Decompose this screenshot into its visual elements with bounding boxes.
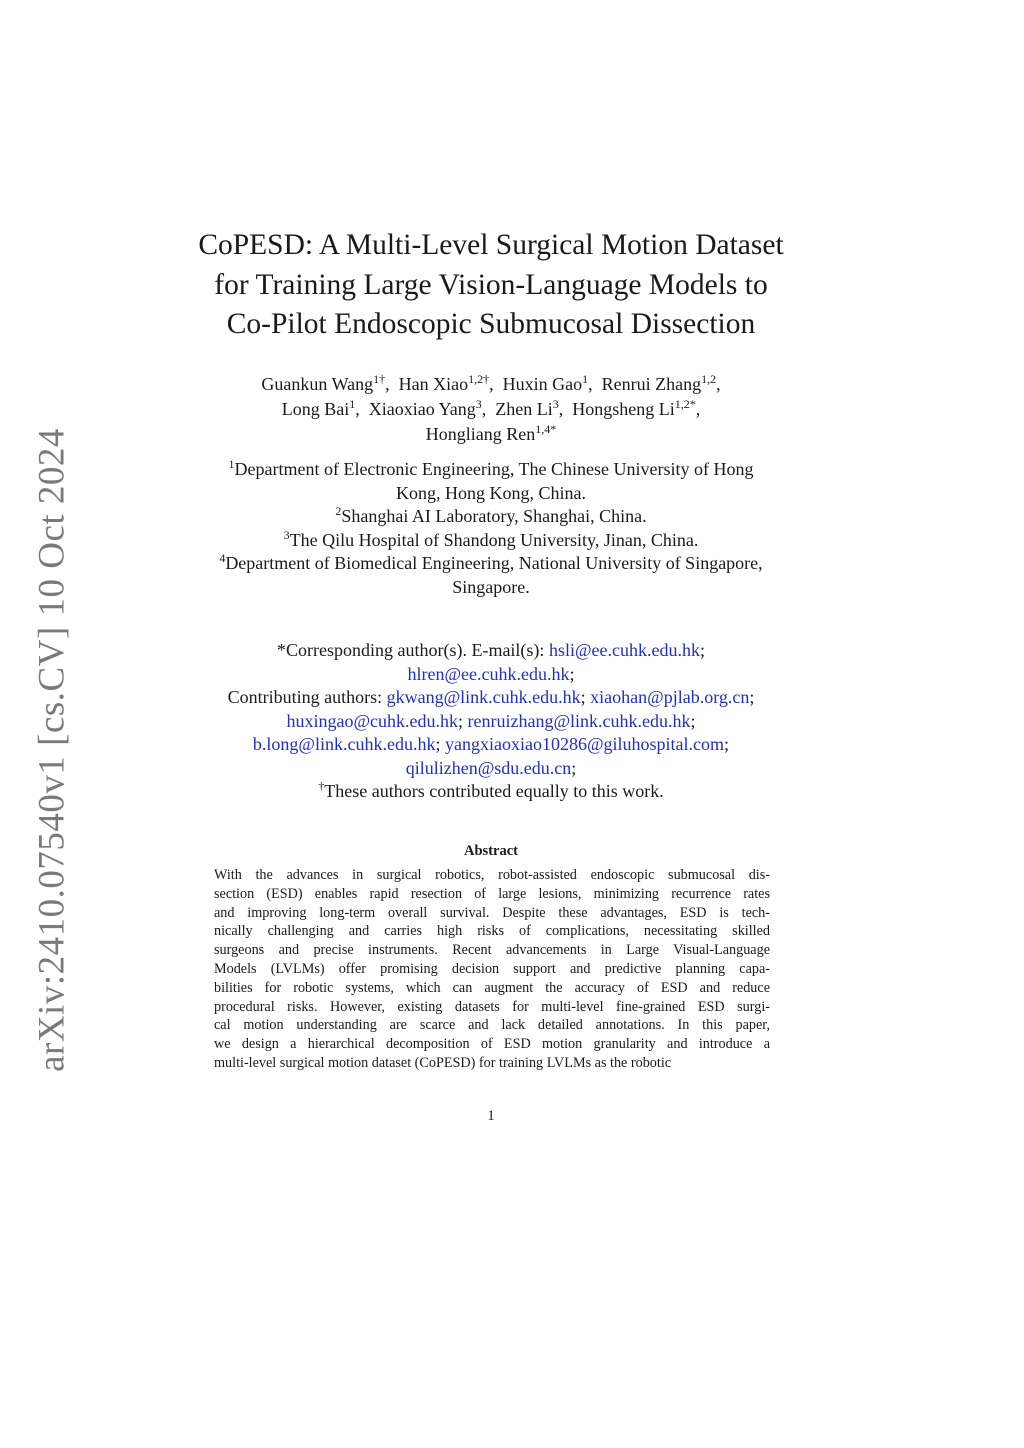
author-affiliation-mark: 1† [373,372,386,386]
affiliation-text: Department of Electronic Engineering, The Chinese University of Hong [234,459,754,479]
abstract-line: surgeons and precise instruments. Recent advancements in Large Visual-Language [214,942,770,959]
abstract-line: procedural risks. However, existing datasets for multi-level fine-grained ESD surgi- [214,998,770,1015]
abstract-line: cal motion understanding are scarce and lack detailed annotations. In this paper, [214,1017,770,1034]
contributing-label: Contributing authors: [227,687,383,707]
equal-contribution-note [180,780,802,804]
affiliation-4-cont: Singapore. [452,576,530,597]
author-affiliation-mark: 1 [582,372,589,386]
affiliation-text: Department of Biomedical Engineering, National University of Singapore, [225,553,763,573]
abstract-line: nically challenging and carries high risks of complications, necessitating skilled [214,923,770,940]
abstract-line: section (ESD) enables rapid resection of large lesions, minimizing recurrence rates [214,885,770,902]
author-affiliation-mark: 1,2† [468,372,490,386]
abstract-line: we design a hierarchical decomposition of ESD motion granularity and introduce a [214,1036,770,1053]
author-name: Hongsheng Li [572,399,675,419]
affiliations [180,458,802,599]
affiliation-mark: 3 [283,527,290,542]
email-link[interactable]: hsli@ee.cuhk.edu.hk [548,640,700,660]
corresponding-line: *Corresponding author(s). E-mail(s): hsli@ee.cuhk.edu.hk; [276,640,705,660]
affiliation-text: Shanghai AI Laboratory, Shanghai, China. [341,506,647,526]
author-affiliation-mark: 1 [349,397,356,411]
author-affiliation-mark: 1,2* [674,397,696,411]
abstract-heading: Abstract [464,843,518,859]
abstract-body [214,866,770,1073]
affiliation-1 [180,458,802,482]
email-link[interactable]: yangxiaoxiao10286@giluhospital.com [445,734,725,754]
abstract-line: Models (LVLMs) offer promising decision support and predictive planning capa- [214,960,770,977]
title-line-2: for Training Large Vision-Language Models to [214,268,768,301]
author-name: Hongliang Ren [425,424,536,444]
abstract-line: multi-level surgical motion dataset (CoPESD) for training LVLMs as the robotic [214,1054,672,1071]
title-line-3: Co-Pilot Endoscopic Submucosal Dissection [226,308,756,340]
title-line-1: CoPESD: A Multi-Level Surgical Motion Dataset [198,229,784,261]
author-name: Huxin Gao [502,374,583,394]
equal-contribution-text: These authors contributed equally to this work. [324,781,664,801]
author-name: Xiaoxiao Yang [368,399,476,419]
affiliation-text: The Qilu Hospital of Shandong University, Jinan, China. [289,529,699,550]
author-affiliation-mark: 3 [475,397,482,411]
affiliation-4 [180,552,802,576]
contributing-line: Contributing authors: gkwang@link.cuhk.edu.hk; xiaohan@pjlab.org.cn; [227,687,755,707]
author-affiliation-mark: 1,2 [701,372,717,386]
arxiv-identifier: arXiv:2410.07540v1 [cs.CV] 10 Oct 2024 [31,428,73,1072]
email-link[interactable]: xiaohan@pjlab.org.cn [590,687,750,707]
abstract-line: With the advances in surgical robotics, robot-assisted endoscopic submucosal dis- [214,867,770,883]
affiliation-mark: 4 [219,551,226,565]
email-link[interactable]: qilulizhen@sdu.edu.cn [405,757,572,778]
contact-info [180,639,802,804]
author-name: Han Xiao [398,374,469,394]
abstract-line: and improving long-term overall survival. Despite these advantages, ESD is tech- [214,904,770,921]
dagger-mark: † [318,779,325,793]
email-link[interactable]: renruizhang@link.cuhk.edu.hk [467,710,691,731]
author-name: Guankun Wang [261,374,374,394]
email-link[interactable]: hlren@ee.cuhk.edu.hk [407,663,570,684]
author-name: Zhen Li [495,399,553,419]
author-name: Renrui Zhang [601,374,702,394]
author-affiliation-mark: 3 [552,397,559,411]
contributing-line-2: huxingao@cuhk.edu.hk; renruizhang@link.cuhk.edu.hk; [286,710,696,731]
page-number: 1 [487,1108,495,1124]
corresponding-line-2: hlren@ee.cuhk.edu.hk; [407,663,575,684]
affiliation-1-cont: Kong, Hong Kong, China. [396,482,586,503]
author-list [180,372,802,447]
author-name: Long Bai [281,399,350,419]
email-link[interactable]: b.long@link.cuhk.edu.hk [252,734,436,754]
email-link[interactable]: gkwang@link.cuhk.edu.hk [386,687,581,707]
paper-title [180,226,802,345]
corresponding-label: *Corresponding author(s). E-mail(s): [276,640,545,660]
affiliation-mark: 1 [228,457,235,471]
author-line-2: Long Bai$^1$, Xiaoxiao Yang$^3$, Zhen Li$^3$, Hongsheng $Li^{1,2*}$, [281,397,701,419]
author-line-1: Guankun Wang$^{1\dagger}$, Han Xiao$^{1,2\dagger}$, Huxin Gao$^1$, Renrui Zhang$^{1,2}$, [261,372,721,394]
author-affiliation-mark: 1,4* [535,422,557,436]
affiliation-3 [180,529,802,553]
contributing-line-4: qilulizhen@sdu.edu.cn; [405,757,577,778]
abstract-line: bilities for robotic systems, which can augment the accuracy of ESD and reduce [214,979,770,996]
affiliation-mark: 2 [335,504,342,518]
contributing-line-3: b.long@link.cuhk.edu.hk; yangxiaoxiao10286@giluhospital.com; [252,734,730,754]
author-line-3 [180,422,802,447]
email-link[interactable]: huxingao@cuhk.edu.hk [286,710,458,731]
affiliation-2 [180,505,802,529]
